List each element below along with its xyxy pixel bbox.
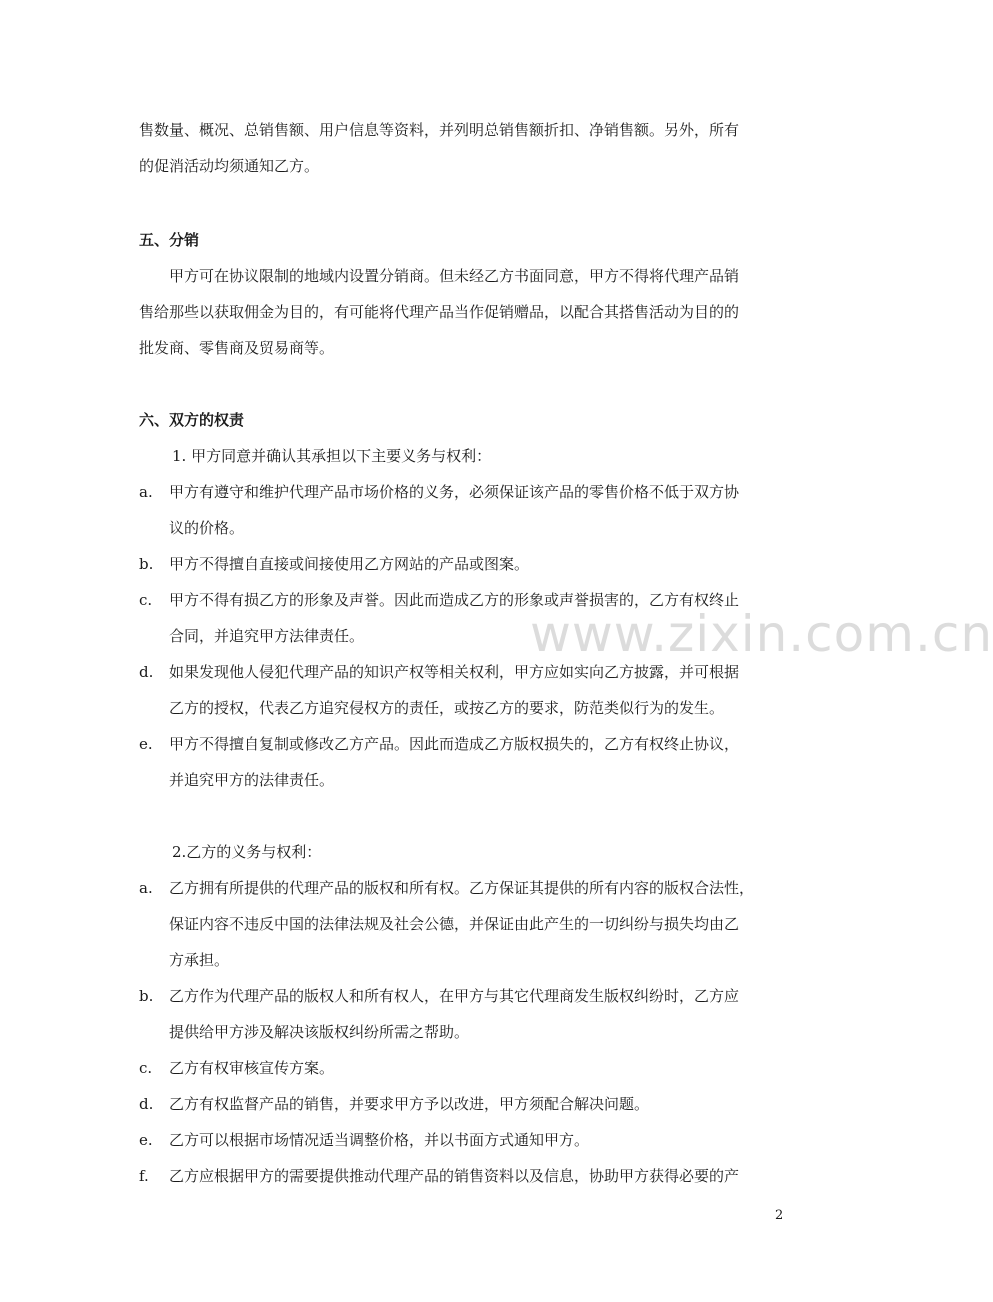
list-marker: e. — [139, 735, 153, 753]
list-item-line: 甲方不得擅自复制或修改乙方产品。因此而造成乙方版权损失的，乙方有权终止协议， — [169, 735, 740, 753]
subsection-2-title: 2.乙方的义务与权利： — [172, 843, 322, 861]
list-item-line: 乙方作为代理产品的版权人和所有权人，在甲方与其它代理商发生版权纠纷时，乙方应 — [169, 987, 740, 1005]
list-item-line: 乙方的授权，代表乙方追究侵权方的责任，或按乙方的要求，防范类似行为的发生。 — [169, 699, 725, 717]
list-marker: a. — [139, 483, 153, 501]
section-5-paragraph-line-2: 售给那些以获取佣金为目的，有可能将代理产品当作促销赠品，以配合其搭售活动为目的的 — [139, 303, 740, 321]
list-item-line: 甲方不得有损乙方的形象及声誉。因此而造成乙方的形象或声誉损害的，乙方有权终止 — [169, 591, 740, 609]
list-marker: d. — [139, 1095, 154, 1113]
list-marker: d. — [139, 663, 154, 681]
list-marker: c. — [139, 591, 153, 609]
list-item-line: 提供给甲方涉及解决该版权纠纷所需之帮助。 — [169, 1023, 470, 1041]
subsection-1-title: 1. 甲方同意并确认其承担以下主要义务与权利： — [172, 447, 492, 465]
continuation-line-2: 的促消活动均须通知乙方。 — [139, 157, 320, 175]
list-marker: b. — [139, 987, 154, 1005]
watermark: www.zixin.com.cn — [530, 605, 993, 663]
section-6-heading: 六、双方的权责 — [139, 411, 245, 429]
list-item-line: 保证内容不违反中国的法律法规及社会公德，并保证由此产生的一切纠纷与损失均由乙 — [169, 915, 740, 933]
list-item-line: 甲方有遵守和维护代理产品市场价格的义务，必须保证该产品的零售价格不低于双方协 — [169, 483, 740, 501]
section-5-paragraph-line-3: 批发商、零售商及贸易商等。 — [139, 339, 335, 357]
list-marker: a. — [139, 879, 153, 897]
list-item-line: 乙方拥有所提供的代理产品的版权和所有权。乙方保证其提供的所有内容的版权合法性， — [169, 879, 755, 897]
list-marker: f. — [139, 1167, 149, 1185]
section-5-paragraph-line-1: 甲方可在协议限制的地域内设置分销商。但未经乙方书面同意，甲方不得将代理产品销 — [169, 267, 740, 285]
list-item-line: 合同，并追究甲方法律责任。 — [169, 627, 365, 645]
list-item-line: 如果发现他人侵犯代理产品的知识产权等相关权利，甲方应如实向乙方披露，并可根据 — [169, 663, 740, 681]
list-marker: e. — [139, 1131, 153, 1149]
list-item-line: 方承担。 — [169, 951, 230, 969]
page-number: 2 — [775, 1208, 784, 1223]
list-item-line: 乙方可以根据市场情况适当调整价格，并以书面方式通知甲方。 — [169, 1131, 590, 1149]
section-5-heading: 五、分销 — [139, 231, 200, 249]
list-item-line: 并追究甲方的法律责任。 — [169, 771, 335, 789]
list-item-line: 乙方应根据甲方的需要提供推动代理产品的销售资料以及信息，协助甲方获得必要的产 — [169, 1167, 740, 1185]
list-item-line: 乙方有权审核宣传方案。 — [169, 1059, 335, 1077]
continuation-line-1: 售数量、概况、总销售额、用户信息等资料，并列明总销售额折扣、净销售额。另外，所有 — [139, 121, 740, 139]
list-item-line: 议的价格。 — [169, 519, 245, 537]
list-item-line: 乙方有权监督产品的销售，并要求甲方予以改进，甲方须配合解决问题。 — [169, 1095, 650, 1113]
list-marker: c. — [139, 1059, 153, 1077]
list-marker: b. — [139, 555, 154, 573]
list-item-line: 甲方不得擅自直接或间接使用乙方网站的产品或图案。 — [169, 555, 530, 573]
